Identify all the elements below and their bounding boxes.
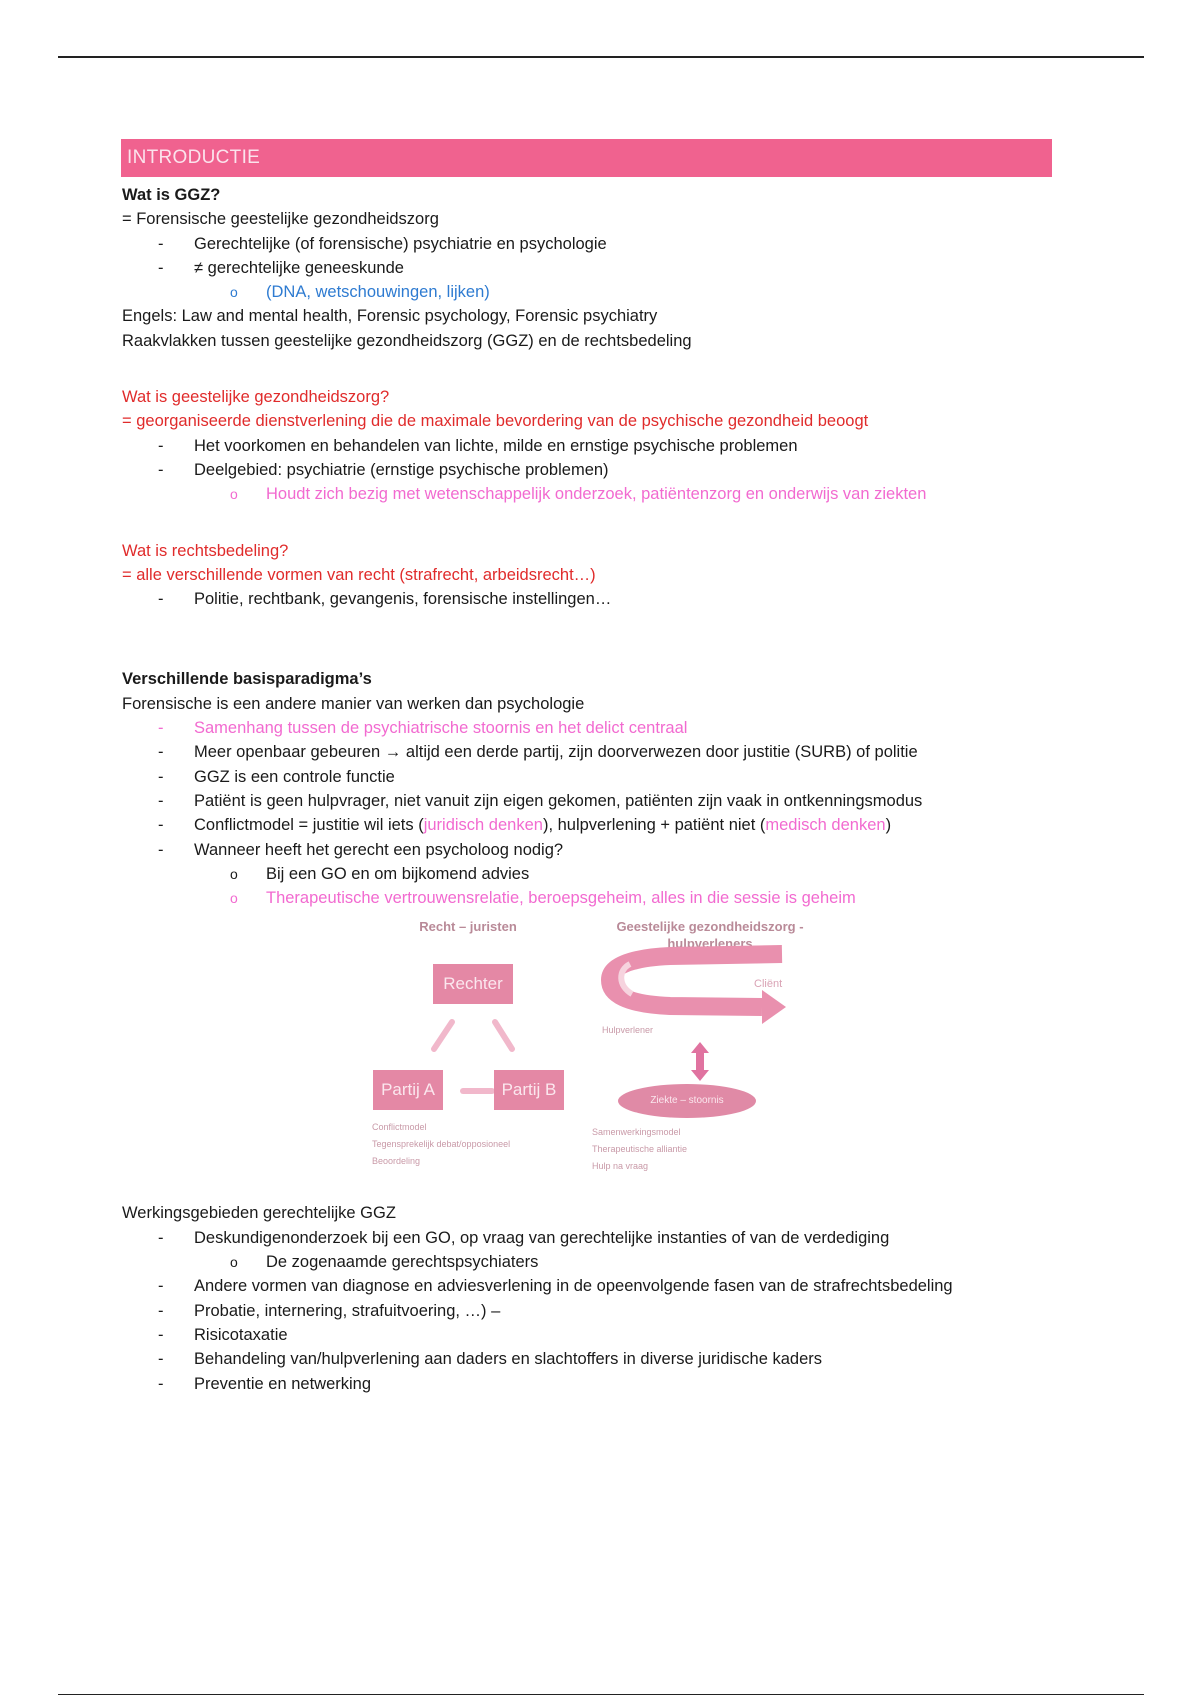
list-item: - Gerechtelijke (of forensische) psychiatrie en psychologie bbox=[122, 232, 1052, 256]
right-notes bbox=[592, 1124, 687, 1175]
note: Tegensprekelijk debat/opposioneel bbox=[372, 1139, 511, 1150]
list-item: - Het voorkomen en behandelen van lichte, milde en ernstige psychische problemen bbox=[122, 434, 1052, 458]
rb-definition: = alle verschillende vormen van recht (strafrecht, arbeidsrecht…) bbox=[122, 565, 596, 584]
list-item: - Samenhang tussen de psychiatrische stoornis en het delict centraal bbox=[122, 716, 1052, 740]
ggz-raakvlakken: Raakvlakken tussen geestelijke gezondheidszorg (GGZ) en de rechtsbedeling bbox=[122, 331, 692, 350]
gz-definition: = georganiseerde dienstverlening die de maximale bevordering van de psychische gezondheid beoogt bbox=[122, 412, 869, 431]
list-item: - ≠ gerechtelijke geneeskunde bbox=[122, 256, 1052, 280]
highlight-medisch: medisch denken bbox=[765, 816, 886, 835]
hulpverlener-label: Hulpverlener bbox=[602, 1025, 654, 1036]
list-item: - Probatie, internering, strafuitvoering, …) – bbox=[122, 1299, 1052, 1323]
list-item: - Preventie en netwerking bbox=[122, 1372, 1052, 1396]
text: ), hulpverlening + patiënt niet ( bbox=[542, 816, 766, 835]
paradigm-diagram bbox=[370, 914, 830, 1199]
arrowhead-icon bbox=[762, 990, 786, 1024]
heading-geestelijke-gezondheidszorg: Wat is geestelijke gezondheidszorg? bbox=[122, 388, 390, 407]
partij-a-box: Partij A bbox=[373, 1070, 443, 1110]
list-item: - Andere vormen van diagnose en adviesverlening in de opeenvolgende fasen van de strafrechtsbedeling bbox=[122, 1274, 1052, 1298]
sub-list-item: o Houdt zich bezig met wetenschappelijk onderzoek, patiëntenzorg en onderwijs van ziekten bbox=[122, 482, 1052, 506]
arrow-rechter-partij-b bbox=[495, 1022, 512, 1049]
rechter-box: Rechter bbox=[433, 964, 513, 1004]
diagram-right-title-line2: hulpverleners bbox=[667, 936, 753, 952]
text: ) bbox=[885, 816, 892, 835]
heading-rechtsbedeling: Wat is rechtsbedeling? bbox=[122, 541, 289, 560]
diagram-left-title: Recht – juristen bbox=[419, 919, 517, 935]
arrow-rechter-partij-a bbox=[434, 1022, 452, 1049]
list-item: - Deelgebied: psychiatrie (ernstige psychische problemen) bbox=[122, 458, 1052, 482]
heading-werkingsgebieden: Werkingsgebieden gerechtelijke GGZ bbox=[122, 1204, 396, 1223]
note: Samenwerkingsmodel bbox=[592, 1127, 681, 1138]
partij-b-box: Partij B bbox=[494, 1070, 564, 1110]
double-arrow-icon bbox=[691, 1042, 709, 1081]
sub-list-item: o Bij een GO en om bijkomend advies bbox=[122, 862, 1052, 886]
list-item: - Behandeling van/hulpverlening aan daders en slachtoffers in diverse juridische kaders bbox=[122, 1347, 1052, 1371]
list-item: - Deskundigenonderzoek bij een GO, op vraag van gerechtelijke instanties of van de verdediging bbox=[122, 1226, 1052, 1250]
list-item: - Politie, rechtbank, gevangenis, forensische instellingen… bbox=[122, 587, 1052, 611]
highlight-juridisch: juridisch denken bbox=[423, 816, 543, 835]
ggz-engels: Engels: Law and mental health, Forensic psychology, Forensic psychiatry bbox=[122, 307, 658, 326]
sub-list-item: o De zogenaamde gerechtspsychiaters bbox=[122, 1250, 1052, 1274]
text: Conflictmodel = justitie wil iets ( bbox=[194, 816, 424, 835]
list-item: - GGZ is een controle functie bbox=[122, 765, 1052, 789]
note: Hulp na vraag bbox=[592, 1161, 649, 1172]
list-item: - Meer openbaar gebeuren → altijd een derde partij, zijn doorverwezen door justitie (SURB) of politie bbox=[122, 740, 1052, 764]
document-body bbox=[122, 139, 1052, 1396]
sub-list-item: o (DNA, wetschouwingen, lijken) bbox=[122, 280, 1052, 304]
ggz-definition: = Forensische geestelijke gezondheidszorg bbox=[122, 210, 439, 229]
heading-paradigmas: Verschillende basisparadigma’s bbox=[122, 670, 372, 689]
diagram-right-title-line1: Geestelijke gezondheidszorg - bbox=[616, 919, 804, 935]
list-item-conflictmodel bbox=[122, 813, 1052, 837]
section-banner: INTRODUCTIE bbox=[121, 139, 1052, 177]
note: Therapeutische alliantie bbox=[592, 1144, 688, 1155]
header-rule bbox=[58, 56, 1144, 58]
sub-list-item: o Therapeutische vertrouwensrelatie, beroepsgeheim, alles in die sessie is geheim bbox=[122, 886, 1052, 910]
footer-rule bbox=[58, 1694, 1144, 1695]
note: Conflictmodel bbox=[372, 1122, 427, 1133]
left-notes bbox=[372, 1119, 510, 1170]
list-item: - Wanneer heeft het gerecht een psycholoog nodig? bbox=[122, 838, 1052, 862]
list-item: - Patiënt is geen hulpvrager, niet vanuit zijn eigen gekomen, patiënten zijn vaak in ontkenningsmodus bbox=[122, 789, 1052, 813]
para-intro: Forensische is een andere manier van werken dan psychologie bbox=[122, 694, 585, 713]
list-item: - Risicotaxatie bbox=[122, 1323, 1052, 1347]
heading-ggz: Wat is GGZ? bbox=[122, 186, 221, 204]
client-label: Cliënt bbox=[754, 978, 783, 991]
note: Beoordeling bbox=[372, 1156, 421, 1167]
ziekte-ellipse: Ziekte – stoornis bbox=[618, 1084, 756, 1118]
